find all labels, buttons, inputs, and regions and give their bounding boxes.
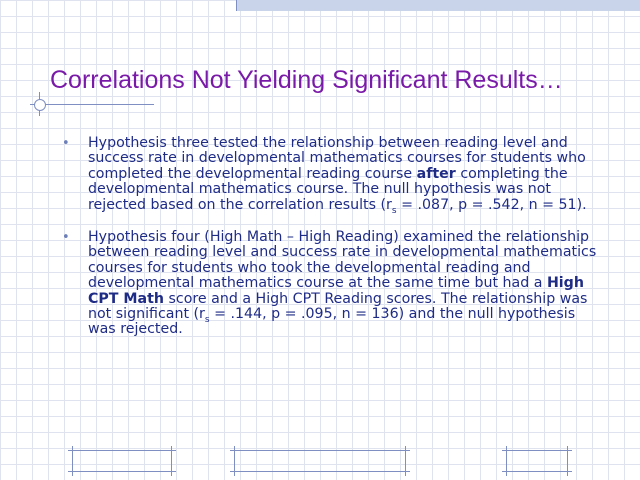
bold-text: High CPT Math [88, 275, 584, 307]
text-segment: score and a High CPT Reading scores. The relationship was not significant (r [88, 290, 588, 323]
bullet-text [88, 230, 602, 338]
bullet-marker: • [62, 230, 70, 246]
footer-decoration-center [230, 450, 410, 472]
text-segment: Hypothesis three tested the relationship between reading level and success rate in developmental mathematics courses for students who completed the developmental reading course [88, 135, 586, 182]
subscript-text: s [391, 205, 397, 216]
text-segment: Hypothesis four (High Math – High Reading) examined the relationship between reading level and success rate in developmental mathematics courses for students who took the developmental reading and developmental mathematics course at the same time but had a [88, 229, 597, 292]
slide-title: Correlations Not Yielding Significant Results… [50, 66, 563, 94]
subscript-text: s [204, 314, 210, 325]
bold-text: after [416, 165, 456, 182]
text-segment: = .087, p = .542, n = 51). [396, 196, 587, 213]
text-segment: = .144, p = .095, n = 136) and the null hypothesis was rejected. [88, 306, 576, 338]
footer-decoration-right [502, 450, 572, 472]
bullet-marker: • [62, 136, 70, 151]
bullet-text [88, 135, 602, 216]
bullet-item-hypothesis-four [62, 230, 602, 338]
text-segment: completing the developmental mathematics course. The null hypothesis was not rejected based on the correlation results (r [88, 165, 568, 213]
bullet-list [62, 136, 602, 338]
footer-decoration-left [68, 450, 176, 472]
top-vertical-rule [236, 0, 237, 11]
bullet-item-hypothesis-three [62, 135, 602, 216]
decorative-circle [34, 99, 46, 111]
header-accent-band [236, 0, 640, 11]
title-underline-rule [30, 104, 154, 105]
